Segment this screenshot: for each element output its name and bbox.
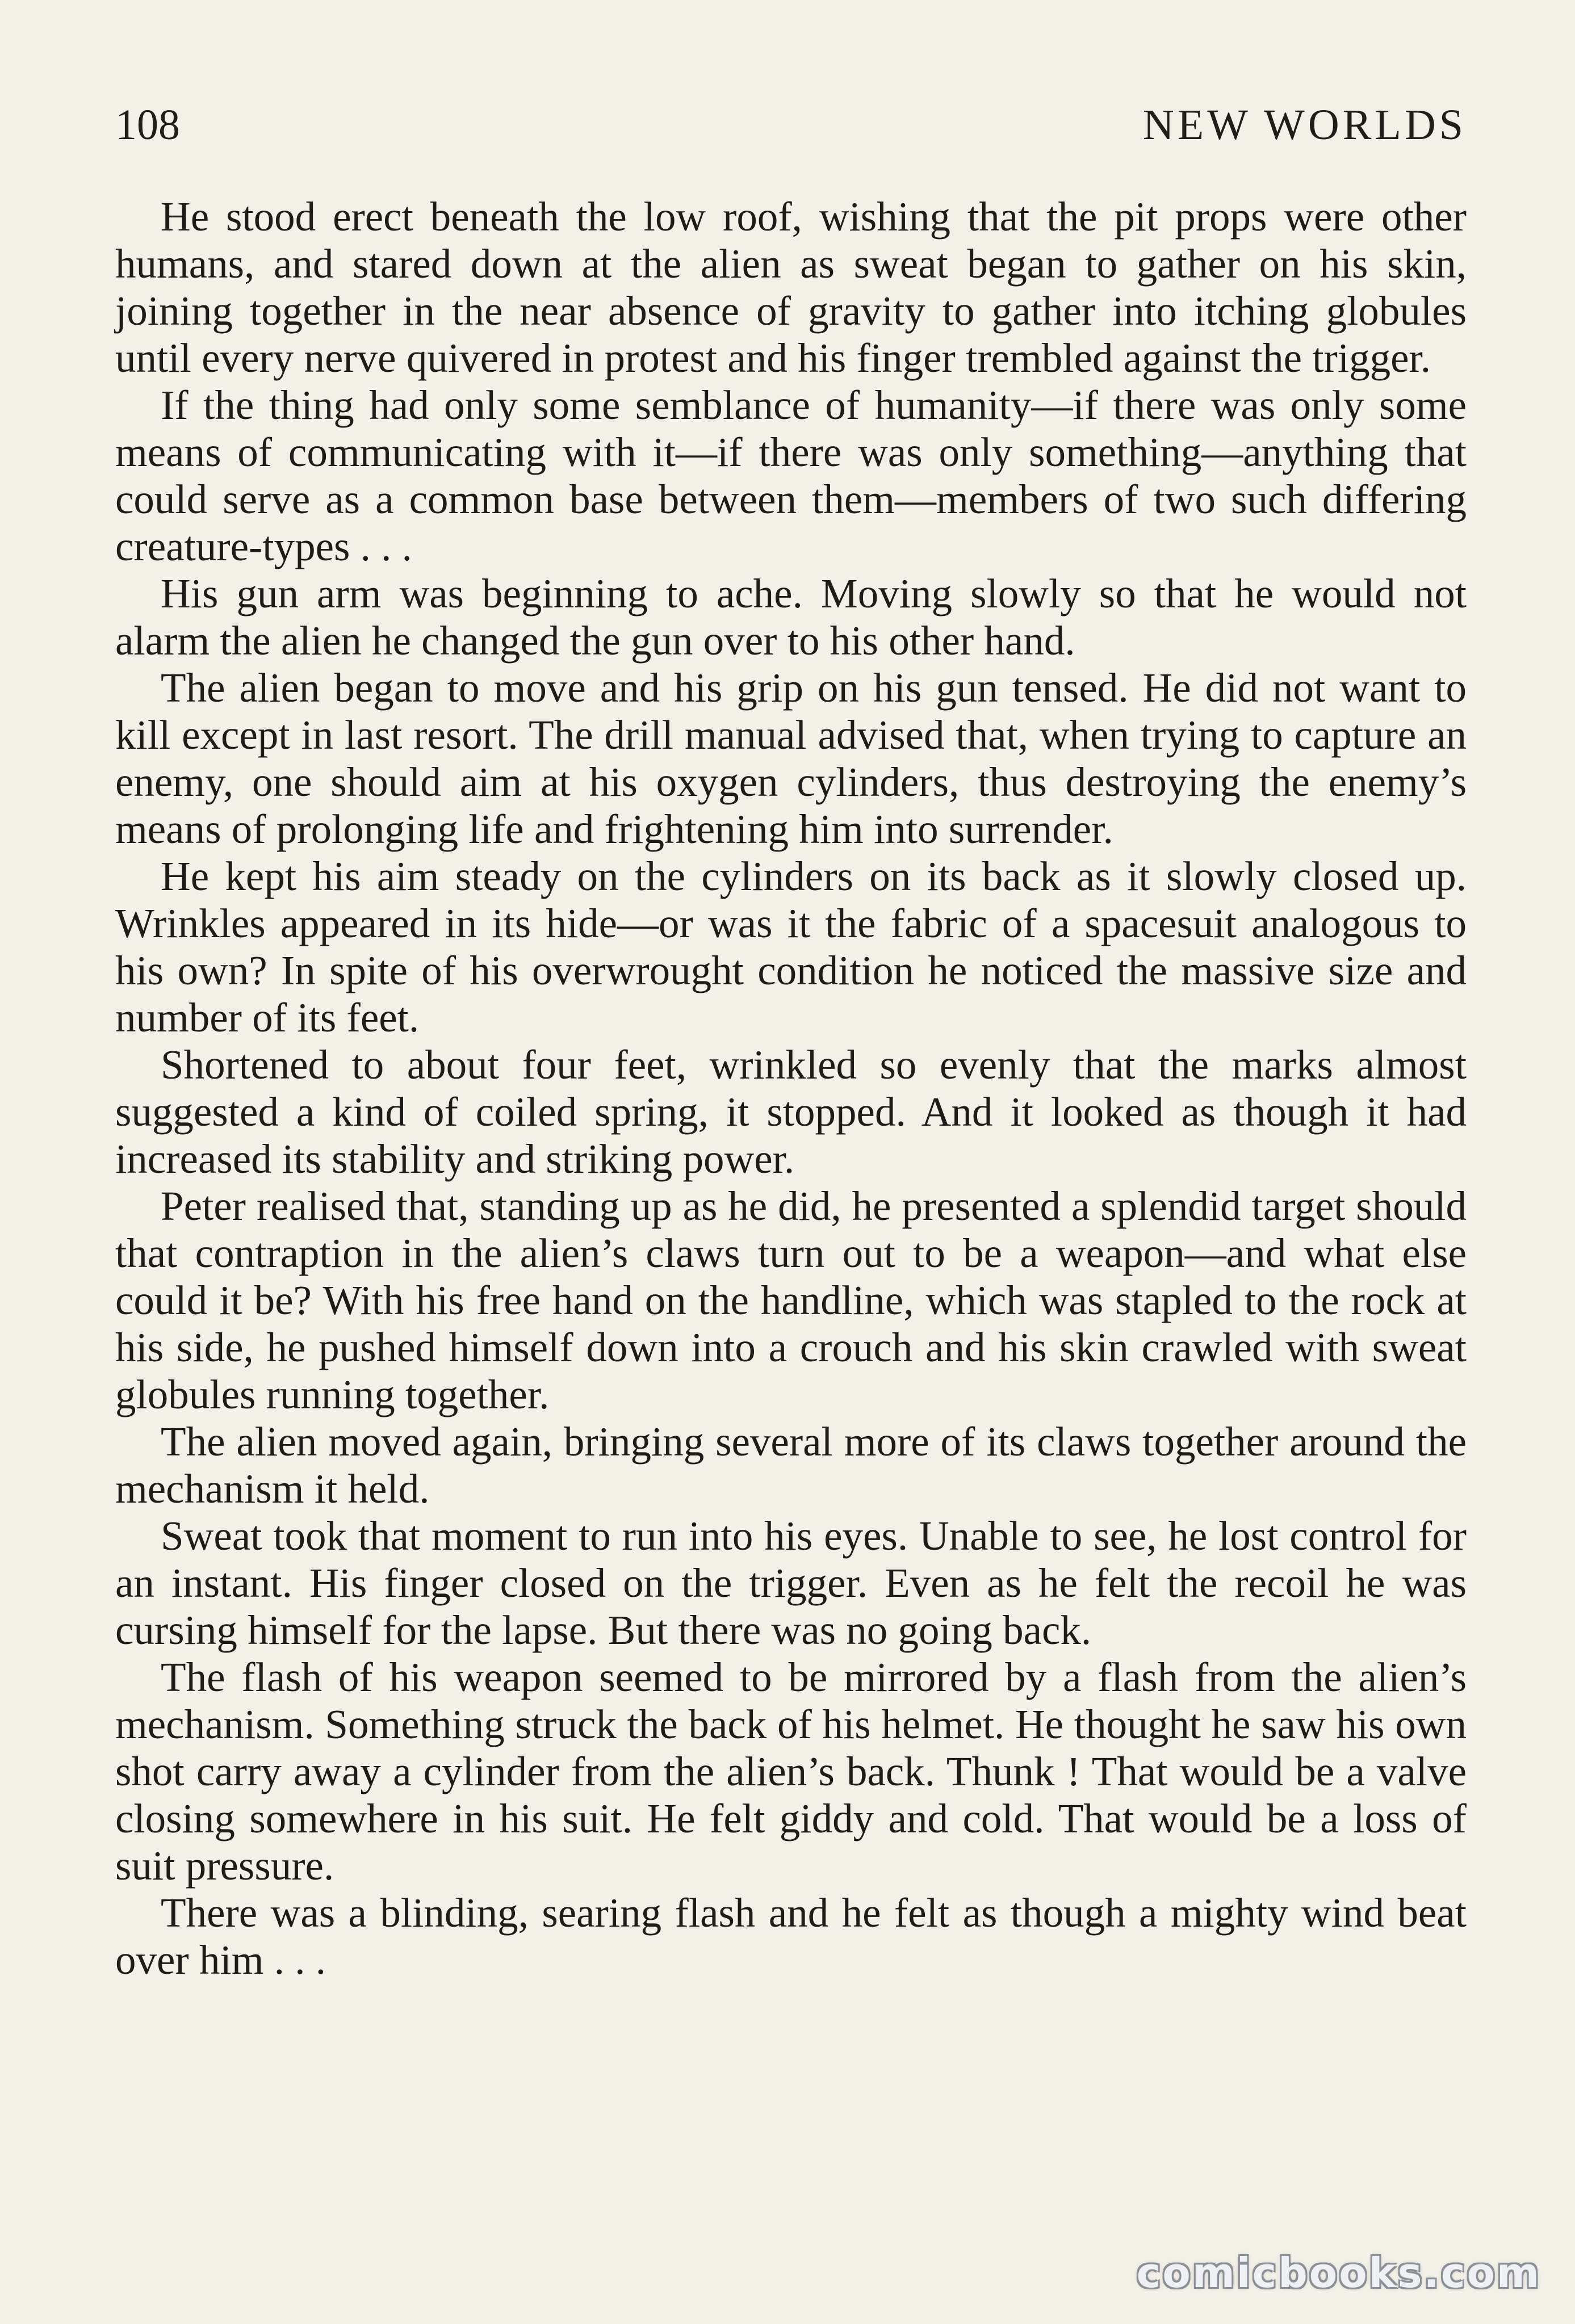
running-title: NEW WORLDS — [1142, 101, 1467, 149]
page-number: 108 — [115, 101, 180, 149]
paragraph-8: The alien moved again, bringing several more of its claws together around the mechanism it held. — [115, 1419, 1467, 1512]
paragraph-4: The alien began to move and his grip on his gun tensed. He did not want to kill except in last resort. The drill manual advised that, when trying to capture an enemy, one should aim at his oxygen cylinders, thus destroying the enemy’s means of prolonging life and frightening him into surrender. — [115, 665, 1467, 852]
paragraph-10: The flash of his weapon seemed to be mirrored by a flash from the alien’s mechanism. Something struck the back of his helmet. He thought he saw his own shot carry away a cylinder from the alien’s back. Thunk ! That would be a valve closing somewhere in his suit. He felt giddy and cold. That would be a loss of suit pressure. — [115, 1654, 1467, 1889]
paragraph-1: He stood erect beneath the low roof, wishing that the pit props were other humans, and stared down at the alien as sweat began to gather on his skin, joining together in the near absence of gravity to gather into itching globules until every nerve quivered in protest and his finger trembled against the trigger. — [115, 194, 1467, 381]
paragraph-3: His gun arm was beginning to ache. Moving slowly so that he would not alarm the alien he changed the gun over to his other hand. — [115, 570, 1467, 664]
paragraph-2: If the thing had only some semblance of humanity—if there was only some means of communicating with it—if there was only something—anything that could serve as a common base between them—members of two such differing creature-types . . . — [115, 382, 1467, 569]
paragraph-7: Peter realised that, standing up as he did, he presented a splendid target should that contraption in the alien’s claws turn out to be a weapon—and what else could it be? With his free hand on the handline, which was stapled to the rock at his side, he pushed himself down into a crouch and his skin crawled with sweat globules running together. — [115, 1183, 1467, 1417]
paragraph-9: Sweat took that moment to run into his eyes. Unable to see, he lost control for an instant. His finger closed on the trigger. Even as he felt the recoil he was cursing himself for the lapse. But there was no going back. — [115, 1513, 1467, 1653]
paragraph-6: Shortened to about four feet, wrinkled so evenly that the marks almost suggested a kind of coiled spring, it stopped. And it looked as though it had increased its stability and striking power. — [115, 1042, 1467, 1182]
watermark: comicbooks.com — [1136, 2249, 1541, 2297]
page-header — [115, 97, 1467, 153]
paragraph-5: He kept his aim steady on the cylinders on its back as it slowly closed up. Wrinkles appeared in its hide—or was it the fabric of a spacesuit analogous to his own? In spite of his overwrought condition he noticed the massive size and number of its feet. — [115, 853, 1467, 1041]
body-text — [115, 193, 1467, 1983]
paragraph-11: There was a blinding, searing flash and he felt as though a mighty wind beat over him . . . — [115, 1890, 1467, 1983]
